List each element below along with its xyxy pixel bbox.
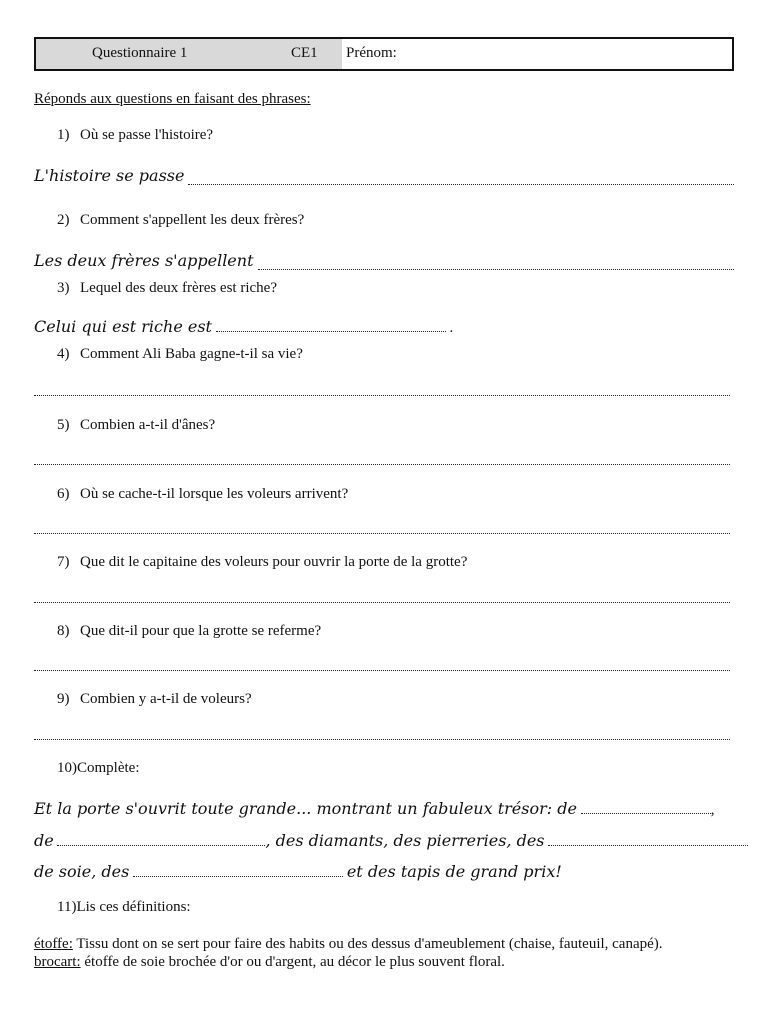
definition-text: étoffe de soie brochée d'or ou d'argent, au décor le plus souvent floral. bbox=[80, 954, 505, 970]
question-6: 6) Où se cache-t-il lorsque les voleurs arrivent? bbox=[57, 486, 349, 502]
complete-line-3: de soie, des et des tapis de grand prix! bbox=[34, 862, 562, 881]
class-level: CE1 bbox=[291, 45, 318, 61]
complete-line-2: de , des diamants, des pierreries, des bbox=[34, 831, 748, 851]
answer-dots-1[interactable] bbox=[188, 172, 734, 185]
answer-line-4[interactable] bbox=[34, 394, 730, 396]
definition-text: Tissu dont on se sert pour faire des habits ou des dessus d'ameublement (chaise, fauteuil, canapé). bbox=[72, 936, 663, 952]
question-11: 11)Lis ces définitions: bbox=[57, 899, 191, 915]
complete-line-1: Et la porte s'ouvrit toute grande... montrant un fabuleux trésor: de , bbox=[34, 799, 715, 818]
answer-prefix-3: Celui qui est riche est bbox=[34, 317, 212, 336]
answer-line-1[interactable] bbox=[34, 166, 734, 185]
answer-dots-2[interactable] bbox=[258, 257, 734, 270]
answer-line-8[interactable] bbox=[34, 669, 730, 671]
definitions bbox=[34, 935, 724, 971]
question-5: 5) Combien a-t-il d'ânes? bbox=[57, 417, 216, 433]
blank-2[interactable] bbox=[57, 835, 265, 846]
question-2: 2) Comment s'appellent les deux frères? bbox=[57, 212, 305, 228]
answer-prefix-2: Les deux frères s'appellent bbox=[34, 251, 254, 270]
definition-etoffe bbox=[34, 935, 724, 953]
question-10: 10)Complète: bbox=[57, 760, 140, 776]
question-8: 8) Que dit-il pour que la grotte se referme? bbox=[57, 623, 322, 639]
answer-line-9[interactable] bbox=[34, 738, 730, 740]
answer-line-3[interactable]: Celui qui est riche est . bbox=[34, 317, 454, 336]
answer-line-5[interactable] bbox=[34, 463, 730, 465]
blank-4[interactable] bbox=[133, 866, 343, 877]
worksheet-title: Questionnaire 1 bbox=[92, 45, 188, 61]
definition-term: brocart: bbox=[34, 954, 81, 970]
question-1: 1) Où se passe l'histoire? bbox=[57, 127, 214, 143]
question-3: 3) Lequel des deux frères est riche? bbox=[57, 280, 277, 296]
header-box bbox=[34, 37, 734, 71]
definition-brocart bbox=[34, 953, 724, 971]
blank-3[interactable] bbox=[548, 835, 748, 846]
question-4: 4) Comment Ali Baba gagne-t-il sa vie? bbox=[57, 346, 303, 362]
question-7: 7) Que dit le capitaine des voleurs pour ouvrir la porte de la grotte? bbox=[57, 554, 468, 570]
answer-dots-3[interactable] bbox=[216, 321, 446, 332]
answer-line-2[interactable] bbox=[34, 251, 734, 270]
definition-term: étoffe: bbox=[34, 936, 73, 952]
question-9: 9) Combien y a-t-il de voleurs? bbox=[57, 691, 252, 707]
answer-line-6[interactable] bbox=[34, 532, 730, 534]
instruction: Réponds aux questions en faisant des phrases: bbox=[34, 91, 311, 107]
name-label: Prénom: bbox=[346, 45, 397, 61]
answer-line-7[interactable] bbox=[34, 601, 730, 603]
answer-prefix-1: L'histoire se passe bbox=[34, 166, 185, 185]
blank-1[interactable] bbox=[581, 803, 711, 814]
